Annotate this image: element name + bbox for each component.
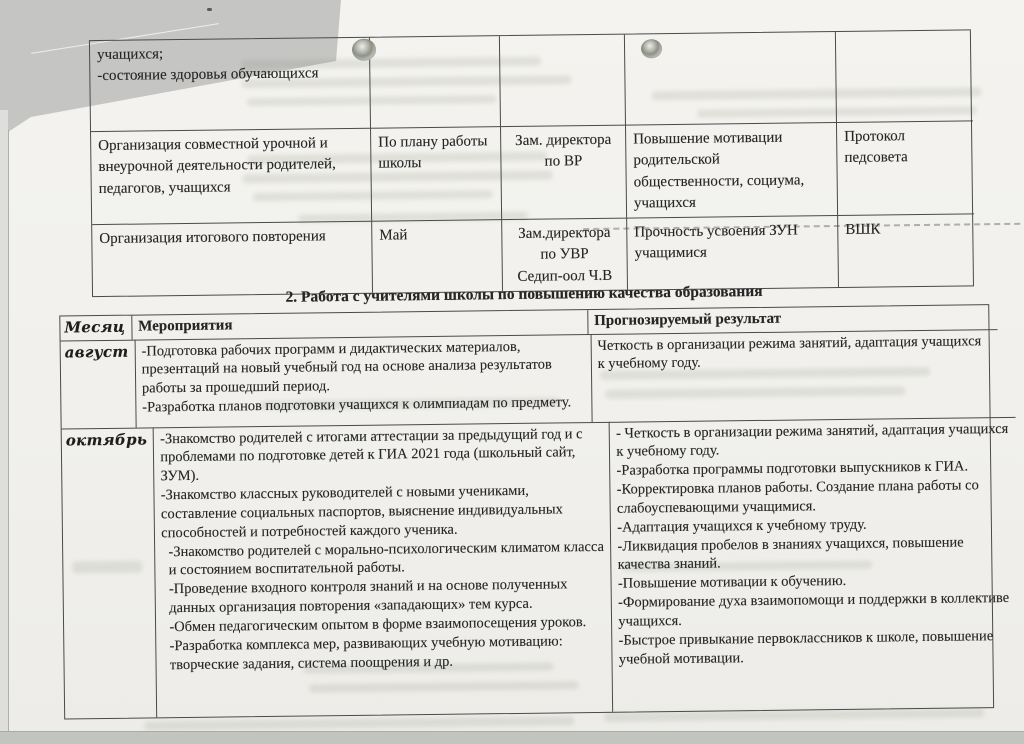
result-item: -Разработка программы подготовки выпускников к ГИА. [616,458,969,479]
event-item: -Обмен педагогическим опытом в форме взаимопосещения уроков. [169,614,587,636]
table-row [90,30,971,131]
bleedthrough-smudge [144,716,574,730]
header-events: Мероприятия [131,310,587,339]
ink-spot [352,39,376,61]
cell-responsible: Зам.директора по УВР Седип-оол Ч.В [501,218,627,291]
cell-events [134,334,591,428]
event-item: -Разработка планов подготовки учащихся к олимпиадам по предмету. [142,394,572,416]
cell-time: Май [371,219,502,292]
cell-result: Повышение мотивации родительской общественности, социума, учащихся [625,122,837,218]
event-item: -Знакомство родителей с итогами аттестации за предыдущий год и с проблемами по подготовке детей к ГИА 2021 года (школьный сайт, ЗУМ). [159,425,583,485]
header-month: Месяц [64,317,126,337]
result-item: -Формирование духа взаимопомощи и поддержки в коллективе учащихся. [618,590,1010,630]
cell-doc [835,30,973,122]
cell-events [153,421,613,717]
section-title: 2. Работа с учителями школы по повышению качества образования [285,282,763,306]
event-item: -Знакомство родителей с морально-психологическим климатом класса и состоянием воспитательной работы. [168,538,605,579]
cell-doc: ВШК [837,214,975,288]
result-item: Четкость в организации режима занятий, адаптация учащихся к учебному году. [597,332,982,373]
cell-responsible [499,35,625,127]
result-item: -Корректировка планов работы. Создание плана работы со слабоуспевающими учащимися. [616,477,979,517]
month-label: октябрь [62,427,157,718]
cell-activity: Организация итогового повторения [92,221,372,296]
result-item: -Адаптация учащихся к учебному труду. [617,516,867,536]
cell-doc: Протокол педсовета [836,120,974,215]
ink-spot [641,39,662,58]
month-label: август [61,339,136,428]
result-item: -Ликвидация пробелов в знаниях учащихся, повышение качества знаний. [617,534,964,574]
event-item: -Знакомство классных руководителей с новыми учениками, составление социальных паспортов, выяснение индивидуальных способностей и потребностей каждого ученика. [160,482,563,542]
cell-activity: учащихся; -состояние здоровья обучающихся [96,46,319,85]
upper-plan-table [89,29,974,297]
cell-time: По плану работы школы [370,126,501,221]
cell-result: Прочность усвоения ЗУН учащимися [626,215,838,289]
cell-time [369,36,500,128]
event-item: -Подготовка рабочих программ и дидактических материалов, презентаций на новый учебный год на основе анализа результатов работы за прошедший период. [141,338,552,397]
result-item: -Повышение мотивации к обучению. [617,573,847,592]
result-item: -Быстрое привыкание первоклассников к школе, повышение учебной мотивации. [618,627,994,668]
table-row [91,120,972,224]
teachers-work-table [59,304,1010,719]
table-row-october [62,417,1010,718]
cell-results [590,329,998,422]
event-item: -Разработка комплекса мер, развивающих учебную мотивацию: творческие задания, система поощрения и др. [169,633,563,673]
cell-responsible: Зам. директора по ВР [500,125,626,220]
header-result: Прогнозируемый результат [587,305,994,333]
table-row-august [61,329,990,428]
cell-activity: Организация совместной урочной и внеурочной деятельности родителей, педагогов, учащихся [91,128,371,225]
scanner-bottom-strip [0,731,1024,744]
event-item: -Проведение входного контроля знаний и на основе полученных данных организация повторения «западающих» тем курса. [168,576,568,617]
cell-results [609,416,1020,711]
result-item: - Четкость в организации режима занятий, адаптация учащихся к учебному году. [615,420,1009,461]
